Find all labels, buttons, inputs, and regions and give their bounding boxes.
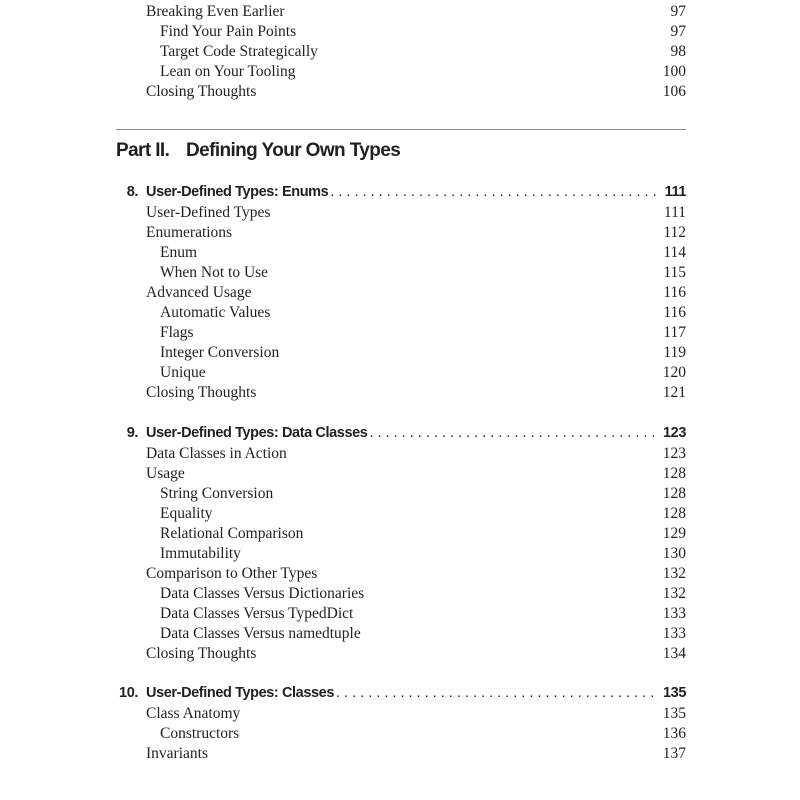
toc-entry-page: 133 <box>662 605 686 622</box>
toc-entry <box>160 584 686 604</box>
chapter-page: 135 <box>663 685 686 701</box>
toc-entry-page: 112 <box>663 224 686 241</box>
chapter-heading <box>108 422 686 444</box>
toc-entry-label: String Conversion <box>160 485 274 502</box>
toc-entry <box>160 42 686 62</box>
part-divider <box>116 129 686 130</box>
toc-entry-label: Find Your Pain Points <box>160 23 297 40</box>
toc-entry <box>146 283 686 303</box>
toc-entry-label: Integer Conversion <box>160 344 280 361</box>
toc-entry-label: Breaking Even Earlier <box>146 3 285 20</box>
toc-entry-page: 130 <box>662 545 686 562</box>
toc-entry-page: 114 <box>663 244 686 261</box>
toc-entry-label: Advanced Usage <box>146 284 252 301</box>
toc-entry-label: Data Classes Versus Dictionaries <box>160 585 365 602</box>
part-number: Part II. <box>116 140 170 161</box>
toc-entry <box>146 464 686 484</box>
chapter-number: 10. <box>119 685 138 701</box>
toc-entry <box>146 744 686 764</box>
toc-entry-label: Immutability <box>160 545 241 562</box>
toc-entry-label: Equality <box>160 505 213 522</box>
toc-entry-label: Class Anatomy <box>146 705 241 722</box>
toc-entry <box>160 504 686 524</box>
chapter-number: 8. <box>126 184 138 200</box>
toc-entry <box>160 524 686 544</box>
toc-entry <box>160 544 686 564</box>
toc-entry <box>160 363 686 383</box>
toc-entry-label: Constructors <box>160 725 240 742</box>
toc-entry-label: Closing Thoughts <box>146 384 257 401</box>
toc-entry-page: 98 <box>670 43 686 60</box>
toc-entry-label: Closing Thoughts <box>146 645 257 662</box>
toc-entry <box>160 604 686 624</box>
chapter-page: 123 <box>663 425 686 441</box>
toc-entry-page: 132 <box>662 585 686 602</box>
dot-leader <box>369 422 659 444</box>
toc-entry-label: Enumerations <box>146 224 233 241</box>
toc-entry <box>146 704 686 724</box>
toc-entry-page: 123 <box>662 445 686 462</box>
part-title: Defining Your Own Types <box>186 140 401 161</box>
toc-entry-page: 106 <box>662 83 686 100</box>
toc-entry-label: When Not to Use <box>160 264 269 281</box>
toc-entry-page: 132 <box>662 565 686 582</box>
toc-entry-page: 111 <box>663 204 686 221</box>
toc-entry-label: User-Defined Types <box>146 204 271 221</box>
part-heading <box>116 138 400 164</box>
toc-entry <box>146 444 686 464</box>
toc-entry-label: Closing Thoughts <box>146 83 257 100</box>
toc-entry <box>146 383 686 403</box>
toc-entry <box>160 243 686 263</box>
toc-entry-page: 116 <box>663 304 686 321</box>
toc-entry-page: 136 <box>662 725 686 742</box>
toc-entry-page: 128 <box>662 505 686 522</box>
toc-entry-label: Lean on Your Tooling <box>160 63 296 80</box>
dot-leader <box>336 682 659 704</box>
toc-entry-page: 134 <box>662 645 686 662</box>
toc-entry <box>160 263 686 283</box>
toc-entry <box>160 303 686 323</box>
toc-entry-page: 128 <box>662 465 686 482</box>
toc-entry-label: Enum <box>160 244 198 261</box>
toc-entry-label: Data Classes Versus TypedDict <box>160 605 354 622</box>
toc-entry <box>146 564 686 584</box>
toc-entry <box>146 223 686 243</box>
toc-entry <box>160 323 686 343</box>
toc-entry-label: Usage <box>146 465 185 482</box>
toc-entry-label: Relational Comparison <box>160 525 304 542</box>
toc-entry-label: Invariants <box>146 745 208 762</box>
toc-entry <box>160 624 686 644</box>
chapter-number: 9. <box>126 425 138 441</box>
chapter-heading <box>108 181 686 203</box>
chapter-heading <box>108 682 686 704</box>
toc-entry <box>160 22 686 42</box>
toc-entry <box>146 644 686 664</box>
toc-entry-page: 100 <box>662 63 686 80</box>
toc-entry-page: 121 <box>662 384 686 401</box>
toc-entry-label: Comparison to Other Types <box>146 565 318 582</box>
toc-entry <box>160 724 686 744</box>
toc-entry <box>146 82 686 102</box>
chapter-title: User-Defined Types: Classes <box>146 685 334 701</box>
toc-entry-page: 135 <box>662 705 686 722</box>
toc-entry-page: 128 <box>662 485 686 502</box>
toc-entry-label: Target Code Strategically <box>160 43 318 60</box>
toc-entry-page: 129 <box>662 525 686 542</box>
toc-entry <box>160 343 686 363</box>
toc-entry <box>146 203 686 223</box>
toc-entry-page: 117 <box>663 324 686 341</box>
chapter-title: User-Defined Types: Enums <box>146 184 329 200</box>
toc-entry-page: 116 <box>663 284 686 301</box>
toc-entry-page: 137 <box>662 745 686 762</box>
chapter-title: User-Defined Types: Data Classes <box>146 425 368 441</box>
toc-entry <box>146 2 686 22</box>
toc-entry-page: 120 <box>662 364 686 381</box>
toc-entry <box>160 62 686 82</box>
toc-entry-label: Data Classes Versus namedtuple <box>160 625 361 642</box>
chapter-page: 111 <box>664 184 686 200</box>
toc-entry-label: Data Classes in Action <box>146 445 287 462</box>
toc-entry-label: Automatic Values <box>160 304 271 321</box>
toc-entry-page: 133 <box>662 625 686 642</box>
toc-entry-page: 119 <box>663 344 686 361</box>
toc-entry-page: 97 <box>670 23 686 40</box>
toc-entry-page: 115 <box>663 264 686 281</box>
toc-entry-label: Unique <box>160 364 206 381</box>
dot-leader <box>330 181 660 203</box>
toc-entry-page: 97 <box>670 3 686 20</box>
toc-entry <box>160 484 686 504</box>
toc-entry-label: Flags <box>160 324 194 341</box>
